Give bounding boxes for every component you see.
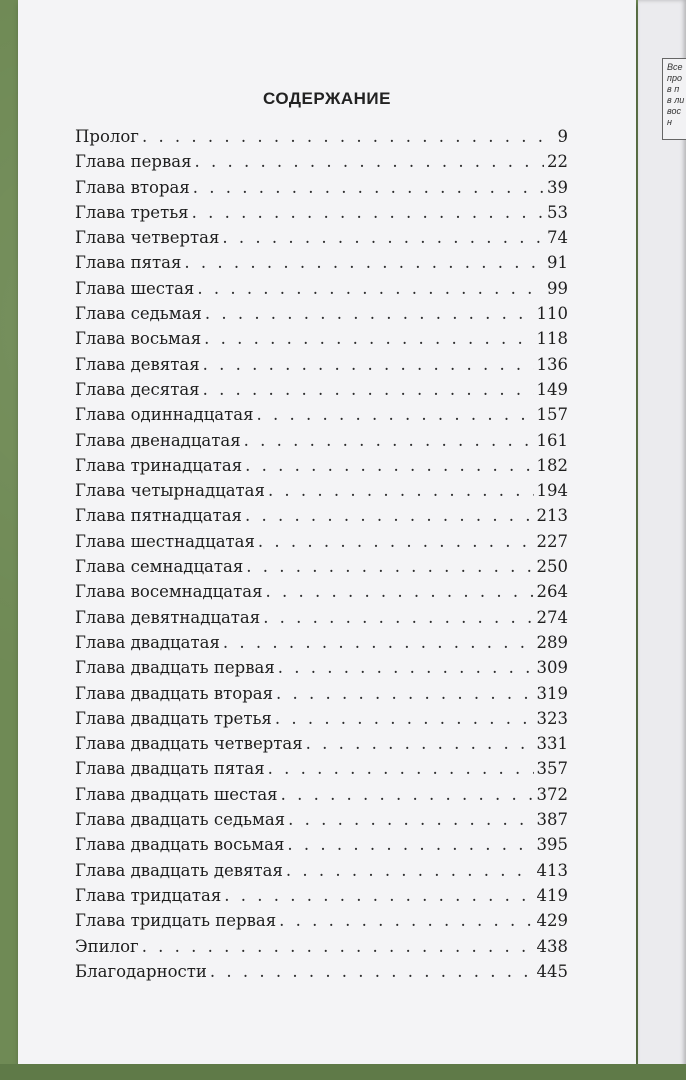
dot-leader [245,503,534,528]
toc-entry-page-number: 157 [536,405,568,425]
dot-leader [306,731,534,756]
toc-entry-page-number: 9 [557,127,568,146]
dot-leader [142,124,555,149]
dot-leader [281,782,534,807]
toc-entry [75,200,568,225]
toc-entry [75,250,568,275]
toc-entry [75,529,568,554]
next-page-edge [638,0,686,1080]
toc-entry [75,807,568,832]
toc-entry-page-number: 118 [536,329,568,349]
toc-entry-page-number: 309 [536,658,568,678]
next-page-text-line: в п [667,84,680,94]
toc-entry [75,124,568,149]
dot-leader [268,756,534,781]
toc-entry-page-number: 323 [536,708,568,728]
dot-leader [245,453,533,478]
toc-entry-title: Глава первая [75,152,192,172]
toc-entry [75,655,568,680]
toc-entry-title: Глава двадцать четвертая [75,734,303,754]
toc-entry-title: Глава двадцать вторая [75,683,274,703]
toc-entry-page-number: 91 [547,253,568,273]
toc-entry-title: Глава вторая [75,177,190,197]
toc-entry-title: Пролог [75,127,139,146]
dot-leader [204,326,533,351]
dot-leader [244,428,534,453]
dot-leader [286,858,534,883]
next-page-text-line: Все [667,62,683,72]
toc-entry-title: Глава двадцатая [75,632,220,652]
toc-entry [75,883,568,908]
toc-entry-title: Глава двадцать девятая [75,860,283,880]
toc-entry [75,149,568,174]
dot-leader [142,934,534,959]
toc-entry-page-number: 136 [536,354,568,374]
toc-entry-title: Глава девятнадцатая [75,607,261,627]
toc-entry [75,832,568,857]
toc-entry [75,478,568,503]
toc-entry-title: Глава седьмая [75,304,202,324]
toc-entry-page-number: 182 [536,455,568,475]
dot-leader [222,225,544,250]
toc-entry [75,225,568,250]
toc-entry-page-number: 372 [536,784,568,804]
toc-entry [75,681,568,706]
toc-entry-title: Глава восьмая [75,329,202,349]
toc-entry [75,706,568,731]
dot-leader [193,175,544,200]
toc-entry [75,579,568,604]
toc-entry-title: Эпилог [75,936,139,956]
toc-entry-page-number: 250 [536,557,568,577]
next-page-text-box [662,58,686,140]
toc-entry-page-number: 227 [536,531,568,551]
dot-leader [246,554,533,579]
toc-entry-page-number: 387 [536,810,568,830]
toc-entry-page-number: 110 [536,304,568,324]
toc-entry-title: Глава двадцать восьмая [75,835,285,855]
toc-entry [75,453,568,478]
toc-entry [75,605,568,630]
next-page-text-line: в ли [667,95,685,105]
background-surface [0,1064,686,1080]
toc-entry-page-number: 194 [536,481,568,501]
dot-leader [258,529,534,554]
toc-entry-page-number: 213 [536,506,568,526]
toc-entry-page-number: 274 [536,607,568,627]
dot-leader [263,605,533,630]
dot-leader [257,402,534,427]
toc-entry-title: Глава шестая [75,278,195,298]
toc-entry-page-number: 413 [536,860,568,880]
toc-entry-title: Глава тринадцатая [75,455,243,475]
toc-entry-page-number: 419 [536,885,568,905]
toc-entry-page-number: 74 [547,228,568,248]
toc-entry-title: Глава девятая [75,354,200,374]
toc-entry-page-number: 445 [536,961,568,981]
toc-entry-title: Глава двенадцатая [75,430,241,450]
dot-leader [210,959,534,984]
dot-leader [276,681,533,706]
toc-entry [75,352,568,377]
toc-entry-title: Глава тридцать первая [75,911,277,931]
dot-leader [279,908,533,933]
dot-leader [194,149,544,174]
toc-entry-page-number: 99 [547,278,568,298]
toc-entry [75,934,568,959]
toc-entry [75,554,568,579]
toc-entry-page-number: 429 [536,911,568,931]
toc-entry [75,402,568,427]
toc-entry-title: Глава двадцать пятая [75,759,265,779]
dot-leader [275,706,534,731]
toc-entry-page-number: 22 [547,152,568,172]
toc-entry [75,858,568,883]
toc-entry-title: Глава одиннадцатая [75,405,254,425]
toc-entry [75,731,568,756]
next-page-text-line: про [667,73,682,83]
toc-entry-title: Глава десятая [75,379,200,399]
toc-entry-title: Глава семнадцатая [75,557,244,577]
toc-entry-title: Благодарности [75,961,207,981]
toc-entry [75,377,568,402]
toc-entry [75,630,568,655]
dot-leader [203,377,534,402]
toc-entry [75,276,568,301]
dot-leader [266,579,534,604]
toc-entry-title: Глава двадцать первая [75,658,275,678]
toc-entry-title: Глава третья [75,202,189,222]
next-page-text-line: вос [667,106,682,116]
toc-entry-page-number: 319 [536,683,568,703]
dot-leader [192,200,544,225]
page-title: СОДЕРЖАНИЕ [263,89,391,109]
dot-leader [203,352,534,377]
dot-leader [224,883,533,908]
toc-entry-title: Глава четырнадцатая [75,481,265,501]
dot-leader [268,478,534,503]
toc-entry-title: Глава двадцать шестая [75,784,278,804]
toc-entry-page-number: 53 [547,202,568,222]
toc-entry-page-number: 161 [536,430,568,450]
toc-entry-page-number: 438 [536,936,568,956]
dot-leader [223,630,534,655]
dot-leader [184,250,544,275]
toc-entry-page-number: 289 [536,632,568,652]
toc-entry-page-number: 39 [547,177,568,197]
toc-entry [75,503,568,528]
dot-leader [278,655,534,680]
toc-entry-title: Глава двадцать третья [75,708,272,728]
toc-entry-title: Глава восемнадцатая [75,582,263,602]
next-page-text-line: н [667,117,672,127]
toc-entry-title: Глава шестнадцатая [75,531,255,551]
toc-entry-title: Глава пятая [75,253,182,273]
toc-entry-page-number: 264 [536,582,568,602]
dot-leader [205,301,534,326]
toc-entry-title: Глава тридцатая [75,885,222,905]
toc-entry [75,428,568,453]
toc-entry [75,326,568,351]
table-of-contents [75,124,568,984]
toc-entry [75,301,568,326]
toc-entry [75,175,568,200]
toc-entry-page-number: 357 [536,759,568,779]
toc-entry [75,959,568,984]
dot-leader [287,832,533,857]
toc-entry [75,908,568,933]
toc-entry-title: Глава четвертая [75,228,220,248]
dot-leader [288,807,533,832]
toc-entry [75,756,568,781]
toc-entry [75,782,568,807]
toc-entry-page-number: 149 [536,379,568,399]
dot-leader [197,276,544,301]
toc-entry-title: Глава пятнадцатая [75,506,242,526]
toc-entry-page-number: 331 [536,734,568,754]
toc-entry-title: Глава двадцать седьмая [75,810,286,830]
toc-entry-page-number: 395 [536,835,568,855]
